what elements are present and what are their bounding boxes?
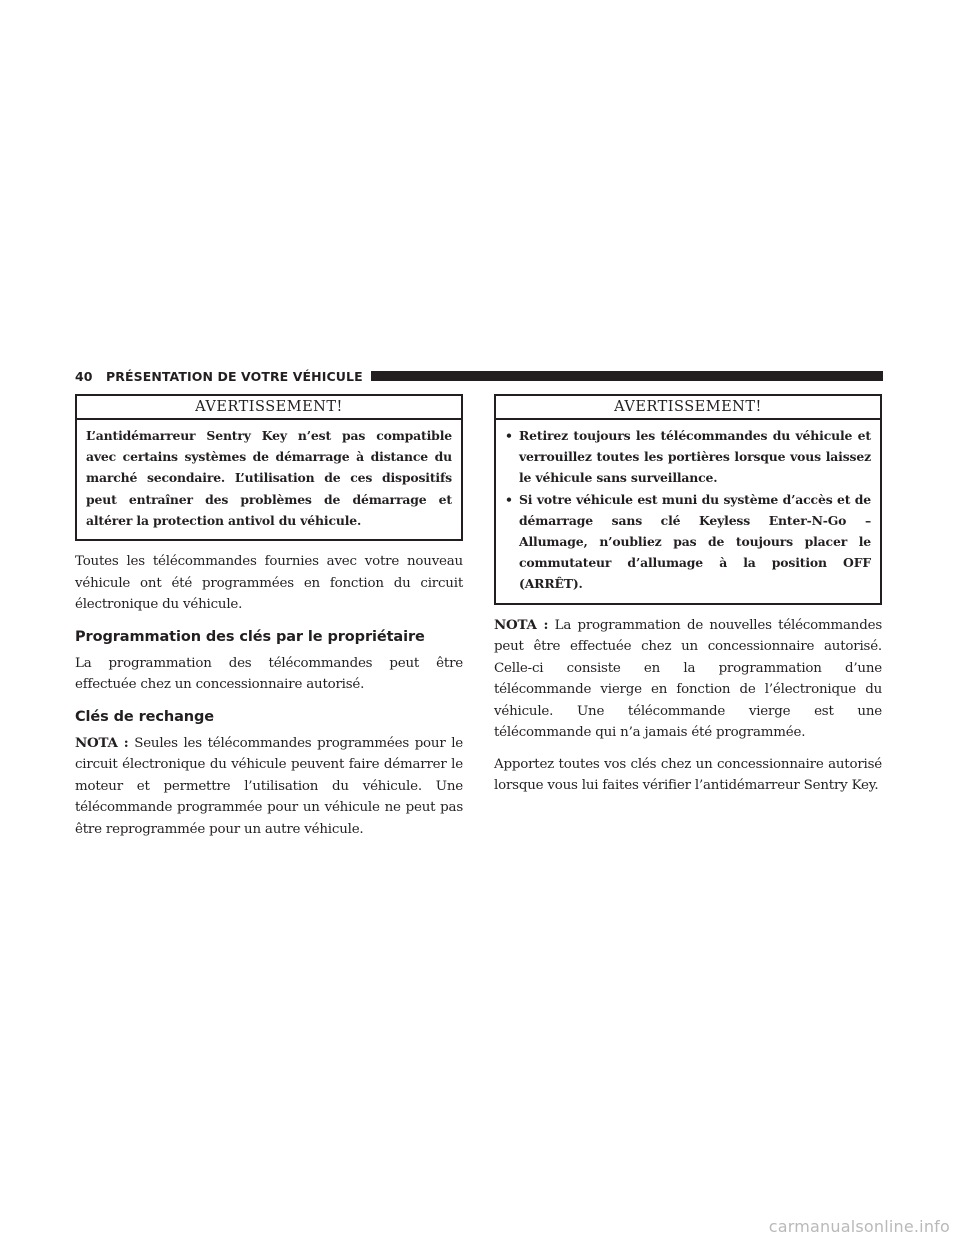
warning-box-sentry-key <box>75 394 463 541</box>
warning-bullets <box>496 420 880 603</box>
left-column <box>75 394 463 850</box>
nota-spare-keys <box>75 733 463 841</box>
right-column <box>494 394 882 807</box>
nota-text: Seules les télécommandes programmées pour le circuit électronique du véhicule peuvent faire démarrer le moteur et permettre l’utilisation du véhicule. Une télécommande programmée pour un véhicule ne peut pas être reprogrammée pour un autre véhicule. <box>75 735 464 837</box>
bullet-icon: • <box>505 491 513 507</box>
warning-bullet-item <box>505 425 871 489</box>
section-heading-owner-programming: Programmation des clés par le propriétaire <box>75 628 425 645</box>
nota-label: NOTA : <box>75 734 129 751</box>
watermark-text: carmanualsonline.info <box>768 1217 950 1236</box>
warning-text: L’antidémarreur Sentry Key n’est pas compatible avec certains systèmes de démarrage à distance du marché secondaire. L’utilisation de ces dispositifs peut entraîner des problèmes de démarrage et altérer la protection antivol du véhicule. <box>86 428 452 528</box>
nota-label: NOTA : <box>494 616 549 633</box>
bullet-icon: • <box>505 428 513 443</box>
paragraph-bring-keys: Apportez toutes vos clés chez un concessionnaire autorisé lorsque vous lui faites vérifier l’antidémarreur Sentry Key. <box>494 756 882 794</box>
warning-bullet-list <box>505 425 871 595</box>
page-header <box>75 368 883 384</box>
section-heading-spare-keys: Clés de rechange <box>75 708 215 725</box>
chapter-title: PRÉSENTATION DE VOTRE VÉHICULE <box>105 368 363 384</box>
paragraph-owner-programming: La programmation des télécommandes peut être effectuée chez un concessionnaire autorisé. <box>75 655 463 693</box>
warning-title: AVERTISSEMENT! <box>496 396 880 420</box>
warning-box-remotes <box>494 394 882 605</box>
bullet-text: Si votre véhicule est muni du système d’accès et de démarrage sans clé Keyless Enter-N-Go – Allumage, n’oubliez pas de toujours placer le commutateur d’allumage à la position OFF (ARRÊT). <box>519 491 871 592</box>
page-header-text <box>75 369 363 384</box>
bullet-text: Retirez toujours les télécommandes du véhicule et verrouillez toutes les portières lorsque vous laissez le véhicule sans surveillance. <box>519 428 871 486</box>
page-number: 40 <box>75 368 93 384</box>
paragraph-remotes-programmed: Toutes les télécommandes fournies avec votre nouveau véhicule ont été programmées en fonction du circuit électronique du véhicule. <box>75 554 463 613</box>
header-rule <box>371 371 883 381</box>
nota-text: La programmation de nouvelles télécommandes peut être effectuée chez un concessionnaire autorisé. Celle-ci consiste en la programmation d’une télécommande vierge en fonction de l’électronique du véhicule. Une télécommande vierge est une télécommande qui n’a jamais été programmée. <box>494 617 882 741</box>
warning-bullet-item <box>505 489 871 595</box>
nota-new-remotes <box>494 615 882 744</box>
warning-title: AVERTISSEMENT! <box>77 396 461 420</box>
